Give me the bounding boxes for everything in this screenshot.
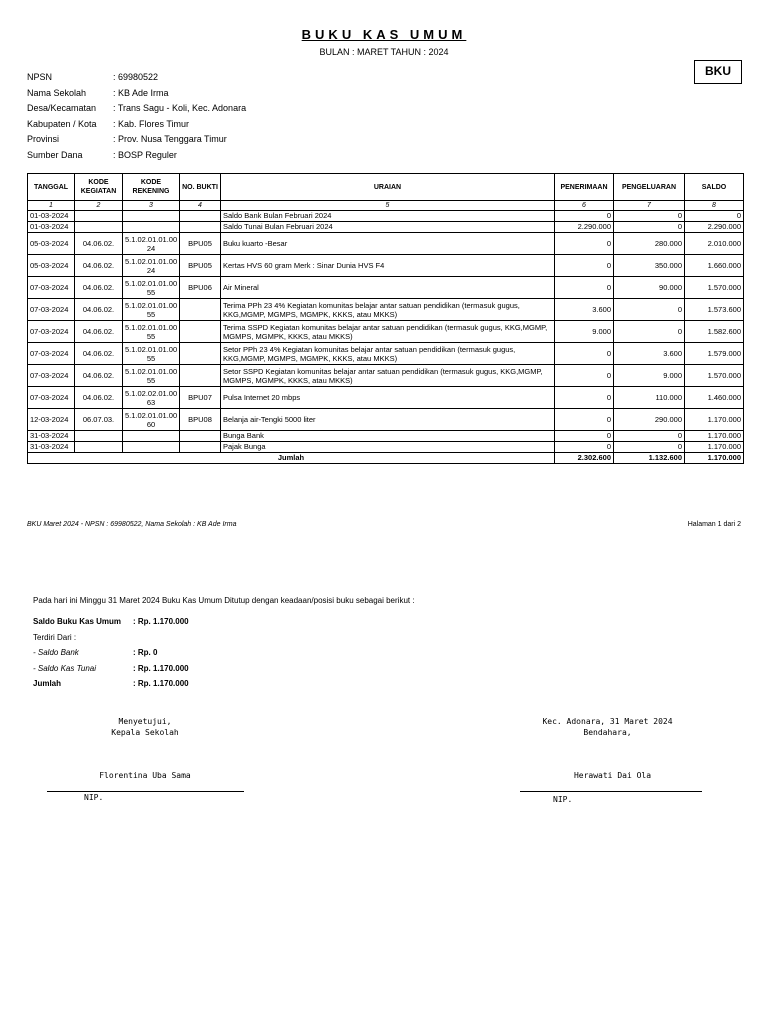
- cell-expense: 0: [614, 211, 685, 222]
- table-header-row: [28, 174, 744, 201]
- summary-row-saldo: [33, 614, 189, 630]
- cell-expense: 290.000: [614, 409, 685, 431]
- cell-receipt-no: [180, 343, 221, 365]
- summary-value: : Rp. 1.170.000: [133, 617, 189, 626]
- cell-description: Bunga Bank: [221, 431, 555, 442]
- cell-account-code: 5.1.02.01.01.00 24: [123, 233, 180, 255]
- table-row: [28, 299, 744, 321]
- cell-income: 0: [555, 431, 614, 442]
- cell-date: 07-03-2024: [28, 343, 75, 365]
- cell-balance: 1.170.000: [685, 431, 744, 442]
- summary-label: Jumlah: [33, 679, 62, 689]
- cell-description: Terima PPh 23 4% Kegiatan komunitas belajar antar satuan pendidikan (termasuk gugus, KKG,MGMP, MGMPS, MGMPK, KKKS, atau MKKS): [221, 299, 555, 321]
- cell-account-code: 5.1.02.01.01.00 24: [123, 255, 180, 277]
- closing-statement: Pada hari ini Minggu 31 Maret 2024 Buku Kas Umum Ditutup dengan keadaan/posisi buku sebagai berikut :: [33, 596, 415, 605]
- cell-account-code: [123, 431, 180, 442]
- info-value: : KB Ade Irma: [113, 87, 169, 98]
- cell-income: 3.600: [555, 299, 614, 321]
- info-value: : BOSP Reguler: [113, 149, 177, 160]
- summary-row-bank: [33, 645, 189, 661]
- cell-description: Belanja air-Tengki 5000 liter: [221, 409, 555, 431]
- cell-date: 31-03-2024: [28, 431, 75, 442]
- cell-account-code: 5.1.02.01.01.00 55: [123, 277, 180, 299]
- cell-receipt-no: BPU08: [180, 409, 221, 431]
- summary-label: Saldo Buku Kas Umum: [33, 617, 122, 626]
- column-number: 4: [180, 201, 221, 211]
- cell-account-code: 5.1.02.01.01.00 55: [123, 343, 180, 365]
- summary-label: - Saldo Bank: [33, 648, 79, 658]
- signature-left-line: [47, 791, 244, 792]
- cell-expense: 0: [614, 321, 685, 343]
- cell-activity-code: 04.06.02.: [75, 277, 123, 299]
- table-row: [28, 343, 744, 365]
- table-row: [28, 277, 744, 299]
- cell-income: 0: [555, 277, 614, 299]
- signature-right-header: [520, 716, 695, 738]
- summary-value: : Rp. 1.170.000: [133, 663, 189, 673]
- summary-row-tunai: [33, 661, 189, 677]
- column-number-row: [28, 201, 744, 211]
- total-balance: 1.170.000: [685, 453, 744, 464]
- cash-book-table: [27, 173, 744, 464]
- signature-right-line: [520, 791, 702, 792]
- page-footer-info: BKU Maret 2024 - NPSN : 69980522, Nama Sekolah : KB Ade Irma: [27, 521, 237, 528]
- cell-activity-code: 04.06.02.: [75, 321, 123, 343]
- signature-left-name: Florentina Uba Sama: [99, 771, 191, 780]
- cell-balance: 1.573.600: [685, 299, 744, 321]
- cell-balance: 2.290.000: [685, 222, 744, 233]
- cell-expense: 0: [614, 299, 685, 321]
- cell-balance: 1.170.000: [685, 442, 744, 453]
- cell-description: Saldo Tunai Bulan Februari 2024: [221, 222, 555, 233]
- cell-income: 0: [555, 409, 614, 431]
- cell-account-code: 5.1.02.01.01.00 60: [123, 409, 180, 431]
- cell-account-code: 5.1.02.01.01.00 55: [123, 321, 180, 343]
- cell-expense: 350.000: [614, 255, 685, 277]
- cell-expense: 0: [614, 442, 685, 453]
- info-label: Provinsi: [27, 134, 60, 145]
- signature-left-title: Kepala Sekolah: [111, 728, 179, 737]
- cell-expense: 280.000: [614, 233, 685, 255]
- table-row: [28, 442, 744, 453]
- table-row: [28, 431, 744, 442]
- summary-label: - Saldo Kas Tunai: [33, 663, 96, 673]
- cell-balance: 1.660.000: [685, 255, 744, 277]
- summary-label: Terdiri Dari :: [33, 632, 77, 642]
- info-label: Sumber Dana: [27, 149, 83, 160]
- summary-row-jumlah: [33, 676, 189, 692]
- cell-activity-code: 04.06.02.: [75, 387, 123, 409]
- table-body: [28, 201, 744, 464]
- table-row: [28, 255, 744, 277]
- signature-right-title: Bendahara,: [583, 728, 632, 737]
- total-income: 2.302.600: [555, 453, 614, 464]
- document-title: [0, 27, 768, 42]
- signature-right-place-date: Kec. Adonara, 31 Maret 2024: [542, 717, 673, 726]
- info-value: : Prov. Nusa Tenggara Timur: [113, 134, 227, 145]
- cell-receipt-no: [180, 365, 221, 387]
- cell-income: 0: [555, 211, 614, 222]
- school-info: [27, 70, 246, 164]
- cell-income: 0: [555, 365, 614, 387]
- signature-right-nip: NIP.: [553, 795, 573, 804]
- column-number: 6: [555, 201, 614, 211]
- column-number: 7: [614, 201, 685, 211]
- table-row: [28, 321, 744, 343]
- document-subtitle: BULAN : MARET TAHUN : 2024: [319, 47, 449, 57]
- info-value: : Trans Sagu - Koli, Kec. Adonara: [113, 103, 247, 114]
- cell-balance: 1.570.000: [685, 277, 744, 299]
- summary-value: : Rp. 0: [133, 648, 158, 658]
- cell-receipt-no: [180, 299, 221, 321]
- signature-right-name: Herawati Dai Ola: [573, 771, 652, 780]
- cell-receipt-no: [180, 321, 221, 343]
- cell-income: 2.290.000: [555, 222, 614, 233]
- cell-income: 0: [555, 442, 614, 453]
- column-number: 3: [123, 201, 180, 211]
- cell-balance: 1.460.000: [685, 387, 744, 409]
- col-header-receipt-no: NO. BUKTI: [180, 174, 221, 201]
- cell-description: Terima SSPD Kegiatan komunitas belajar antar satuan pendidikan (termasuk gugus, KKG,MGMP, MGMPS, MGMPK, KKKS, atau MKKS): [221, 321, 555, 343]
- col-header-income: PENERIMAAN: [555, 174, 614, 201]
- total-label: Jumlah: [28, 453, 555, 464]
- table-row: [28, 211, 744, 222]
- cell-description: Buku kuarto -Besar: [221, 233, 555, 255]
- cell-date: 07-03-2024: [28, 365, 75, 387]
- cell-account-code: 5.1.02.01.01.00 55: [123, 299, 180, 321]
- info-value: : 69980522: [113, 72, 159, 82]
- total-expense: 1.132.600: [614, 453, 685, 464]
- cell-account-code: [123, 222, 180, 233]
- info-label: Nama Sekolah: [27, 87, 87, 98]
- cell-balance: 2.010.000: [685, 233, 744, 255]
- cell-activity-code: 04.06.02.: [75, 299, 123, 321]
- cell-date: 07-03-2024: [28, 321, 75, 343]
- cell-income: 0: [555, 387, 614, 409]
- table-row: [28, 409, 744, 431]
- cell-balance: 1.582.600: [685, 321, 744, 343]
- cell-account-code: [123, 442, 180, 453]
- cell-balance: 1.170.000: [685, 409, 744, 431]
- col-header-expense: PENGELUARAN: [614, 174, 685, 201]
- cell-date: 12-03-2024: [28, 409, 75, 431]
- signature-left-line1: Menyetujui,: [118, 717, 172, 726]
- cell-balance: 1.570.000: [685, 365, 744, 387]
- info-row-district: [27, 101, 246, 117]
- table-total-row: [28, 453, 744, 464]
- cell-income: 0: [555, 343, 614, 365]
- cell-account-code: 5.1.02.02.01.00 63: [123, 387, 180, 409]
- cell-income: 0: [555, 255, 614, 277]
- signature-left-nip: NIP.: [84, 793, 104, 802]
- info-row-fund-source: [27, 148, 246, 164]
- cell-expense: 0: [614, 222, 685, 233]
- table-row: [28, 387, 744, 409]
- closing-summary: [33, 614, 189, 692]
- cell-date: 01-03-2024: [28, 222, 75, 233]
- cell-expense: 3.600: [614, 343, 685, 365]
- info-row-school-name: [27, 86, 246, 102]
- column-number: 8: [685, 201, 744, 211]
- cell-description: Air Mineral: [221, 277, 555, 299]
- cell-receipt-no: [180, 211, 221, 222]
- cell-expense: 0: [614, 431, 685, 442]
- cell-date: 07-03-2024: [28, 387, 75, 409]
- column-number: 1: [28, 201, 75, 211]
- col-header-date: TANGGAL: [28, 174, 75, 201]
- cell-activity-code: [75, 222, 123, 233]
- col-header-balance: SALDO: [685, 174, 744, 201]
- info-label: Kabupaten / Kota: [27, 118, 97, 129]
- cell-date: 31-03-2024: [28, 442, 75, 453]
- summary-value: : Rp. 1.170.000: [133, 679, 189, 689]
- cell-date: 05-03-2024: [28, 255, 75, 277]
- cell-activity-code: [75, 431, 123, 442]
- cell-receipt-no: BPU05: [180, 255, 221, 277]
- table-row: [28, 233, 744, 255]
- cell-receipt-no: BPU06: [180, 277, 221, 299]
- cell-description: Setor SSPD Kegiatan komunitas belajar antar satuan pendidikan (termasuk gugus, KKG,MGMP, MGMPS, MGMPK, KKKS, atau MKKS): [221, 365, 555, 387]
- cell-account-code: 5.1.02.01.01.00 55: [123, 365, 180, 387]
- cell-activity-code: 06.07.03.: [75, 409, 123, 431]
- cell-date: 01-03-2024: [28, 211, 75, 222]
- cell-description: Pajak Bunga: [221, 442, 555, 453]
- cell-expense: 110.000: [614, 387, 685, 409]
- table-row: [28, 222, 744, 233]
- cell-activity-code: 04.06.02.: [75, 343, 123, 365]
- cell-expense: 90.000: [614, 277, 685, 299]
- column-number: 5: [221, 201, 555, 211]
- cell-description: Kertas HVS 60 gram Merk : Sinar Dunia HVS F4: [221, 255, 555, 277]
- cell-receipt-no: [180, 442, 221, 453]
- cell-description: Setor PPh 23 4% Kegiatan komunitas belajar antar satuan pendidikan (termasuk gugus, KKG,MGMP, MGMPS, MGMPK, KKKS, atau MKKS): [221, 343, 555, 365]
- info-label: Desa/Kecamatan: [27, 103, 97, 114]
- cell-description: Pulsa Internet 20 mbps: [221, 387, 555, 409]
- cell-income: 0: [555, 233, 614, 255]
- page-number: Halaman 1 dari 2: [687, 521, 741, 528]
- cell-date: 07-03-2024: [28, 299, 75, 321]
- bku-badge: BKU: [694, 60, 742, 84]
- cell-receipt-no: [180, 222, 221, 233]
- cell-date: 07-03-2024: [28, 277, 75, 299]
- column-number: 2: [75, 201, 123, 211]
- info-row-npsn: [27, 70, 246, 86]
- signature-left-header: [75, 716, 215, 738]
- cell-activity-code: 04.06.02.: [75, 255, 123, 277]
- cell-account-code: [123, 211, 180, 222]
- cell-balance: 0: [685, 211, 744, 222]
- cell-activity-code: [75, 211, 123, 222]
- cell-income: 9.000: [555, 321, 614, 343]
- cell-description: Saldo Bank Bulan Februari 2024: [221, 211, 555, 222]
- cell-receipt-no: BPU07: [180, 387, 221, 409]
- info-label: NPSN: [27, 72, 53, 82]
- cell-receipt-no: [180, 431, 221, 442]
- col-header-account-code: KODE REKENING: [123, 174, 180, 201]
- table-row: [28, 365, 744, 387]
- col-header-description: URAIAN: [221, 174, 555, 201]
- cell-receipt-no: BPU05: [180, 233, 221, 255]
- cell-activity-code: [75, 442, 123, 453]
- cell-activity-code: 04.06.02.: [75, 365, 123, 387]
- cell-balance: 1.579.000: [685, 343, 744, 365]
- info-row-regency: [27, 117, 246, 133]
- cell-activity-code: 04.06.02.: [75, 233, 123, 255]
- cell-date: 05-03-2024: [28, 233, 75, 255]
- info-row-province: [27, 132, 246, 148]
- summary-row-terdiri: [33, 630, 189, 646]
- document-title-text: BUKU KAS UMUM: [301, 27, 467, 42]
- info-value: : Kab. Flores Timur: [113, 118, 190, 129]
- cell-expense: 9.000: [614, 365, 685, 387]
- col-header-activity-code: KODE KEGIATAN: [75, 174, 123, 201]
